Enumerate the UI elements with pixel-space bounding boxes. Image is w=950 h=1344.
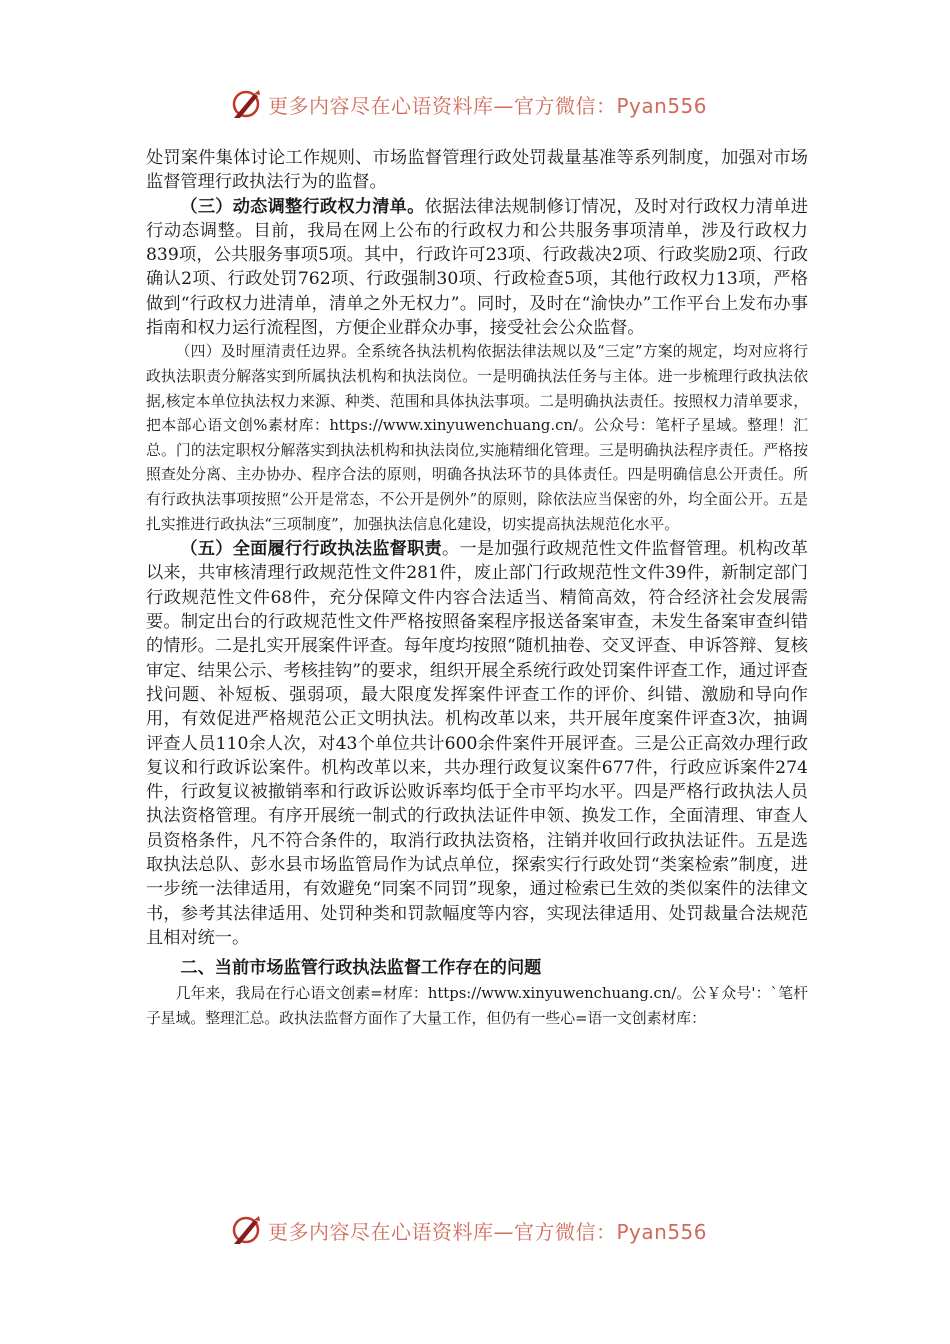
- paragraph-2-text: 依据法律法规制修订情况，及时对行政权力清单进行动态调整。目前，我局在网上公布的行政权力和公共服务事项清单，涉及行政权力839项，公共服务事项5项。其中，行政许可23项、行政裁决2项、行政奖励2项、行政确认2项、行政处罚762项、行政强制30项、行政检查5项，其他行政权力13项，严格做到“行政权力进清单，清单之外无权力”。同时，及时在“渝快办”工作平台上发布办事指南和权力运行流程图，方便企业群众办事，接受社会公众监督。: [146, 196, 808, 339]
- pen-logo-icon: [228, 86, 264, 122]
- section-title-3: （三）动态调整行政权力清单。: [180, 196, 425, 217]
- section-heading-2: 二、当前市场监管行政执法监督工作存在的问题: [180, 958, 542, 979]
- paragraph-3: （四）及时厘清责任边界。全系统各执法机构依据法律法规以及“三定”方案的规定，均对应将行政执法职责分解落实到所属执法机构和执法岗位。一是明确执法任务与主体。进一步梳理行政执法依据,核定本单位执法权力来源、种类、范围和具体执法事项。二是明确执法责任。按照权力清单要求，把本部心语文创%素材库：https://www.xinyuwenchuang.cn/。公众号：笔杆子星域。整理！汇总。门的法定职权分解落实到执法机构和执法岗位,实施精细化管理。三是明确执法程序责任。严格按照查处分离、主办协办、程序合法的原则，明确各执法环节的具体责任。四是明确信息公开责任。所有行政执法事项按照“公开是常态，不公开是例外”的原则，除依法应当保密的外，均全面公开。五是扎实推进行政执法“三项制度”，加强执法信息化建设，切实提高执法规范化水平。: [146, 343, 808, 533]
- header-banner: [228, 84, 707, 124]
- banner-text: 更多内容尽在心语资料库—官方微信：Pyan556: [268, 1219, 708, 1244]
- section-title-5: （五）全面履行行政执法监督职责: [180, 539, 442, 560]
- footer-banner: [228, 1210, 707, 1250]
- pen-logo-icon: [228, 1212, 264, 1248]
- document-body: [146, 146, 808, 1031]
- paragraph-4-text: 。一是加强行政规范性文件监督管理。机构改革以来，共审核清理行政规范性文件281件，废止部门行政规范性文件39件，新制定部门行政规范性文件68件，充分保障文件内容合法适当、精简高效，符合经济社会发展需要。制定出台的行政规范性文件严格按照备案程序报送备案审查，未发生备案审查纠错的情形。二是扎实开展案件评查。每年度均按照“随机抽卷、交叉评查、申诉答辩、复核审定、结果公示、考核挂钩”的要求，组织开展全系统行政处罚案件评查工作，通过评查找问题、补短板、强弱项，最大限度发挥案件评查工作的评价、纠错、激励和导向作用，有效促进严格规范公正文明执法。机构改革以来，共开展年度案件评查3次，抽调评查人员110余人次，对43个单位共计600余件案件开展评查。三是公正高效办理行政复议和行政诉讼案件。机构改革以来，共办理行政复议案件677件，行政应诉案件274件，行政复议被撤销率和行政诉讼败诉率均低于全市平均水平。四是严格行政执法人员执法资格管理。有序开展统一制式的行政执法证件申领、换发工作，全面清理、审查人员资格条件，凡不符合条件的，取消行政执法资格，注销并收回行政执法证件。五是选取执法总队、彭水县市场监管局作为试点单位，探索实行行政处罚“类案检索”制度，进一步统一法律适用，有效避免“同案不同罚”现象，通过检索已生效的类似案件的法律文书，参考其法律适用、处罚种类和罚款幅度等内容，实现法律适用、处罚裁量合法规范且相对统一。: [146, 539, 808, 948]
- paragraph-5: 几年来，我局在行心语文创素=材库：https://www.xinyuwenchuang.cn/。公￥众号'：`笔杆子星域。整理汇总。政执法监督方面作了大量工作，但仍有一些心=语一文创素材库：: [146, 985, 808, 1027]
- paragraph-1: 处罚案件集体讨论工作规则、市场监督管理行政处罚裁量基准等系列制度，加强对市场监督管理行政执法行为的监督。: [146, 148, 808, 193]
- banner-text: 更多内容尽在心语资料库—官方微信：Pyan556: [268, 93, 708, 118]
- paragraph-4: [146, 537, 808, 950]
- paragraph-2: [146, 195, 808, 341]
